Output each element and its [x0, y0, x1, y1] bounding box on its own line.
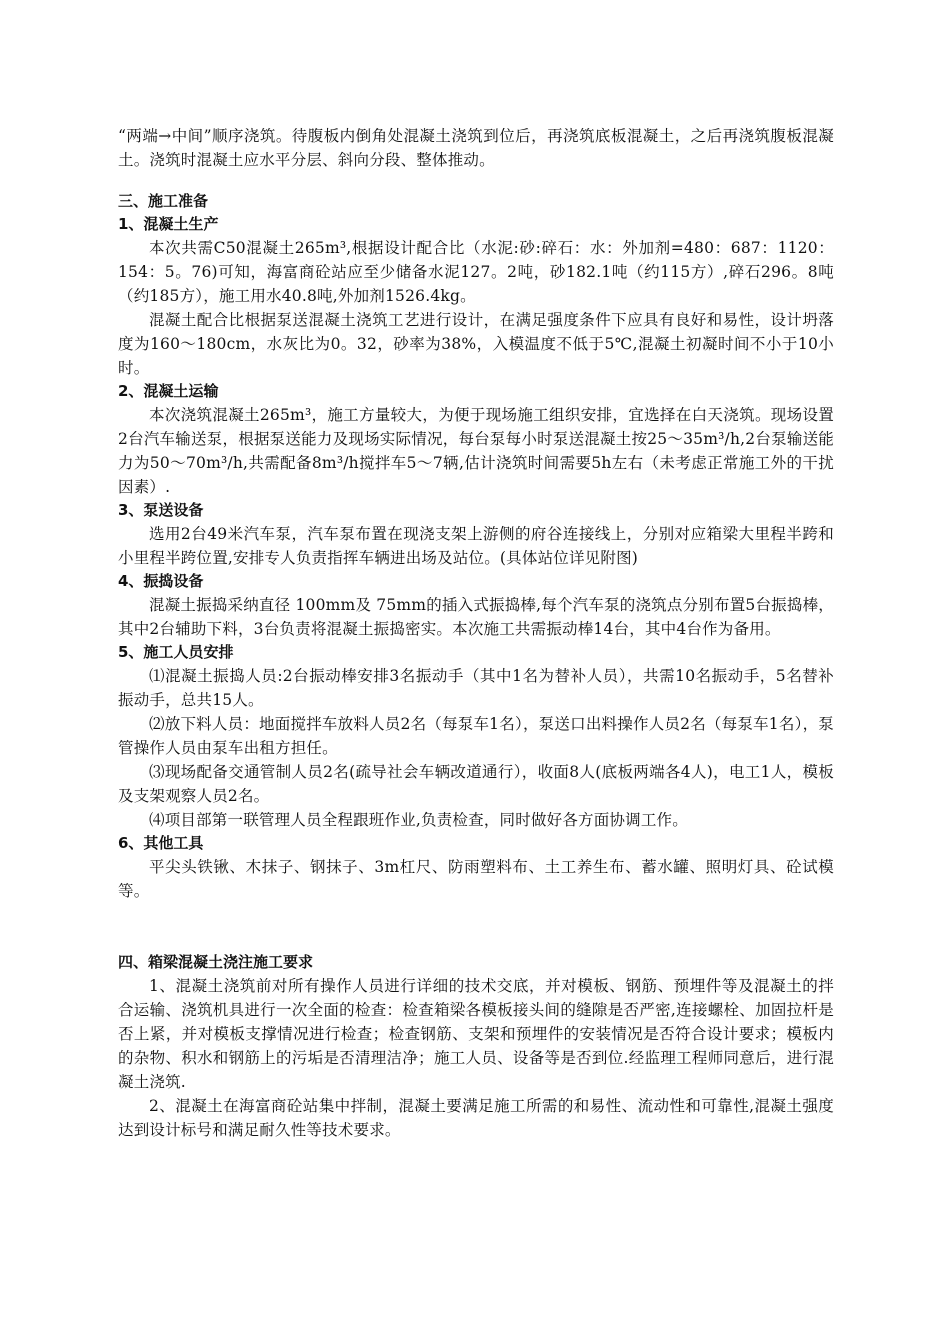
subsection-3-paragraph-1: 选用2台49米汽车泵，汽车泵布置在现浇支架上游侧的府谷连接线上，分别对应箱梁大里程半跨和小里程半跨位置,安排专人负责指挥车辆进出场及站位。(具体站位详见附图)	[118, 525, 834, 567]
section-3-heading: 三、施工准备	[118, 192, 209, 210]
subsection-4-heading: 4、振捣设备	[118, 572, 204, 590]
subsection-3-heading: 3、泵送设备	[118, 501, 204, 519]
subsection-5-paragraph-3: ⑶现场配备交通管制人员2名(疏导社会车辆改道通行），收面8人(底板两端各4人)，电工1人，模板及支架观察人员2名。	[118, 763, 834, 805]
subsection-1-paragraph-1: 本次共需C50混凝土265m³,根据设计配合比（水泥:砂:碎石：水：外加剂=480：687：1120：154：5。76)可知，海富商砼站应至少储备水泥127。2吨，砂182.1吨（约115方）,碎石296。8吨（约185方），施工用水40.8吨,外加剂1526.4kg。	[118, 239, 834, 305]
section-4-paragraph-2: 2、混凝土在海富商砼站集中拌制，混凝土要满足施工所需的和易性、流动性和可靠性,混凝土强度达到设计标号和满足耐久性等技术要求。	[118, 1097, 834, 1139]
subsection-5-paragraph-1: ⑴混凝土振捣人员:2台振动棒安排3名振动手（其中1名为替补人员），共需10名振动手，5名替补振动手，总共15人。	[118, 667, 834, 709]
subsection-1-heading: 1、混凝土生产	[118, 215, 219, 233]
subsection-6-heading: 6、其他工具	[118, 834, 204, 852]
subsection-5-heading: 5、施工人员安排	[118, 643, 234, 661]
intro-paragraph: “两端→中间”顺序浇筑。待腹板内倒角处混凝土浇筑到位后，再浇筑底板混凝土，之后再浇筑腹板混凝土。浇筑时混凝土应水平分层、斜向分段、整体推动。	[118, 127, 834, 169]
section-4-heading: 四、箱梁混凝土浇注施工要求	[118, 953, 314, 971]
subsection-5-paragraph-2: ⑵放下料人员：地面搅拌车放料人员2名（每泵车1名），泵送口出料操作人员2名（每泵车1名），泵管操作人员由泵车出租方担任。	[118, 715, 834, 757]
subsection-6-paragraph-1: 平尖头铁锹、木抹子、钢抹子、3m杠尺、防雨塑料布、土工养生布、蓄水罐、照明灯具、砼试模等。	[118, 858, 834, 900]
subsection-1-paragraph-2: 混凝土配合比根据泵送混凝土浇筑工艺进行设计，在满足强度条件下应具有良好和易性，设计坍落度为160～180cm，水灰比为0。32，砂率为38%，入模温度不低于5℃,混凝土初凝时间不小于10小时。	[118, 311, 834, 377]
section-4-paragraph-1: 1、混凝土浇筑前对所有操作人员进行详细的技术交底，并对模板、钢筋、预埋件等及混凝土的拌合运输、浇筑机具进行一次全面的检查：检查箱梁各模板接头间的缝隙是否严密,连接螺栓、加固拉杆是否上紧，并对模板支撑情况进行检查；检查钢筋、支架和预埋件的安装情况是否符合设计要求；模板内的杂物、积水和钢筋上的污垢是否清理洁净；施工人员、设备等是否到位.经监理工程师同意后，进行混凝土浇筑.	[118, 977, 834, 1091]
subsection-2-heading: 2、混凝土运输	[118, 382, 219, 400]
subsection-4-paragraph-1: 混凝土振捣采纳直径 100mm及 75mm的插入式振捣棒,每个汽车泵的浇筑点分别布置5台振捣棒，其中2台辅助下料，3台负责将混凝土振捣密实。本次施工共需振动棒14台，其中4台作为备用。	[118, 596, 834, 638]
subsection-2-paragraph-1: 本次浇筑混凝土265m³，施工方量较大，为便于现场施工组织安排，宜选择在白天浇筑。现场设置2台汽车输送泵，根据泵送能力及现场实际情况，每台泵每小时泵送混凝土按25～35m³/h,2台泵输送能力为50～70m³/h,共需配备8m³/h搅拌车5～7辆,估计浇筑时间需要5h左右（未考虑正常施工外的干扰因素）.	[118, 406, 834, 496]
document-page	[118, 124, 834, 1142]
subsection-5-paragraph-4: ⑷项目部第一联管理人员全程跟班作业,负责检查，同时做好各方面协调工作。	[149, 811, 688, 829]
